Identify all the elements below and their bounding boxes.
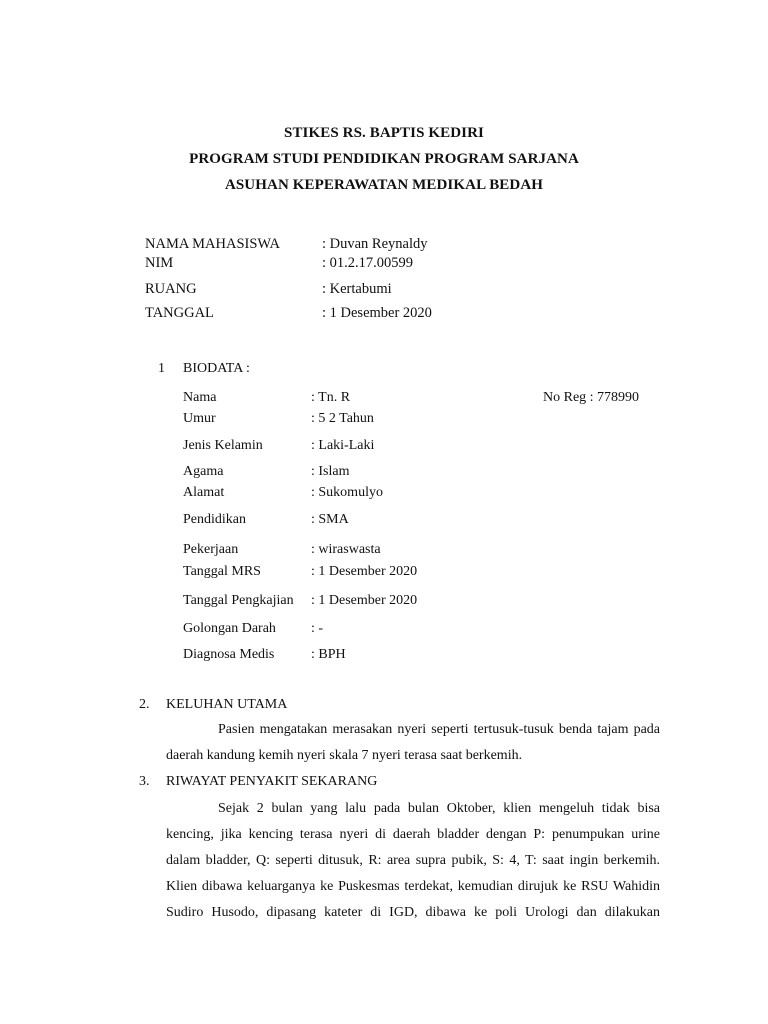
section-3-number: 3. bbox=[139, 774, 150, 789]
paragraph-line: dalam bladder, Q: seperti ditusuk, R: area supra pubik, S: 4, T: saat ingin berkemih. bbox=[166, 853, 660, 868]
date-value: : 1 Desember 2020 bbox=[322, 305, 432, 321]
paragraph-line: Pasien mengatakan merasakan nyeri seperti tertusuk-tusuk benda tajam pada bbox=[218, 722, 660, 737]
room-value: : Kertabumi bbox=[322, 281, 392, 297]
paragraph-line: Klien dibawa keluarganya ke Puskesmas terdekat, kemudian dirujuk ke RSU Wahidin bbox=[166, 879, 660, 894]
paragraph-line: kencing, jika kencing terasa nyeri di daerah bladder dengan P: penumpukan urine bbox=[166, 827, 660, 842]
biodata-label: Pendidikan bbox=[183, 512, 246, 527]
section-2-body bbox=[166, 717, 660, 769]
paragraph-line: daerah kandung kemih nyeri skala 7 nyeri terasa saat berkemih. bbox=[166, 748, 523, 763]
biodata-label: Jenis Kelamin bbox=[183, 438, 263, 453]
section-3-body bbox=[166, 796, 660, 926]
biodata-value: : Laki-Laki bbox=[311, 438, 375, 453]
biodata-value: : Tn. R bbox=[311, 390, 351, 405]
biodata-value: : - bbox=[311, 621, 324, 636]
paragraph-line: Sudiro Husodo, dipasang kateter di IGD, dibawa ke poli Urologi dan dilakukan bbox=[166, 905, 660, 920]
section-3-heading: RIWAYAT PENYAKIT SEKARANG bbox=[166, 774, 378, 789]
biodata-value: : Sukomulyo bbox=[311, 485, 383, 500]
biodata-label: Umur bbox=[183, 411, 216, 426]
section-2-number: 2. bbox=[139, 697, 150, 712]
biodata-label: Tanggal MRS bbox=[183, 564, 261, 579]
student-name-value: : Duvan Reynaldy bbox=[322, 236, 428, 252]
biodata-label: Pekerjaan bbox=[183, 542, 239, 557]
biodata-value: : 5 2 Tahun bbox=[311, 411, 374, 426]
header-line-3: ASUHAN KEPERAWATAN MEDIKAL BEDAH bbox=[224, 177, 544, 193]
biodata-value: : BPH bbox=[311, 647, 346, 662]
biodata-value: : SMA bbox=[311, 512, 349, 527]
biodata-noreg: No Reg : 778990 bbox=[543, 390, 640, 405]
biodata-label: Diagnosa Medis bbox=[183, 647, 275, 662]
header-line-1: STIKES RS. BAPTIS KEDIRI bbox=[284, 125, 484, 141]
room-label: RUANG bbox=[145, 281, 197, 297]
biodata-label: Alamat bbox=[183, 485, 225, 500]
section-2-heading: KELUHAN UTAMA bbox=[166, 697, 288, 712]
biodata-value: : 1 Desember 2020 bbox=[311, 564, 418, 579]
student-name-label: NAMA MAHASISWA bbox=[145, 236, 280, 252]
biodata-value: : 1 Desember 2020 bbox=[311, 593, 418, 608]
biodata-label: Tanggal Pengkajian bbox=[183, 593, 294, 608]
biodata-heading: BIODATA : bbox=[183, 361, 250, 376]
paragraph-line: Sejak 2 bulan yang lalu pada bulan Oktober, klien mengeluh tidak bisa bbox=[218, 801, 660, 816]
biodata-value: : wiraswasta bbox=[311, 542, 381, 557]
header-line-2: PROGRAM STUDI PENDIDIKAN PROGRAM SARJANA bbox=[189, 151, 579, 167]
student-nim-label: NIM bbox=[145, 255, 174, 271]
biodata-number: 1 bbox=[158, 361, 165, 376]
biodata-value: : Islam bbox=[311, 464, 350, 479]
biodata-label: Nama bbox=[183, 390, 217, 405]
student-nim-value: : 01.2.17.00599 bbox=[322, 255, 414, 271]
biodata-label: Agama bbox=[183, 464, 224, 479]
biodata-label: Golongan Darah bbox=[183, 621, 276, 636]
date-label: TANGGAL bbox=[145, 305, 214, 321]
